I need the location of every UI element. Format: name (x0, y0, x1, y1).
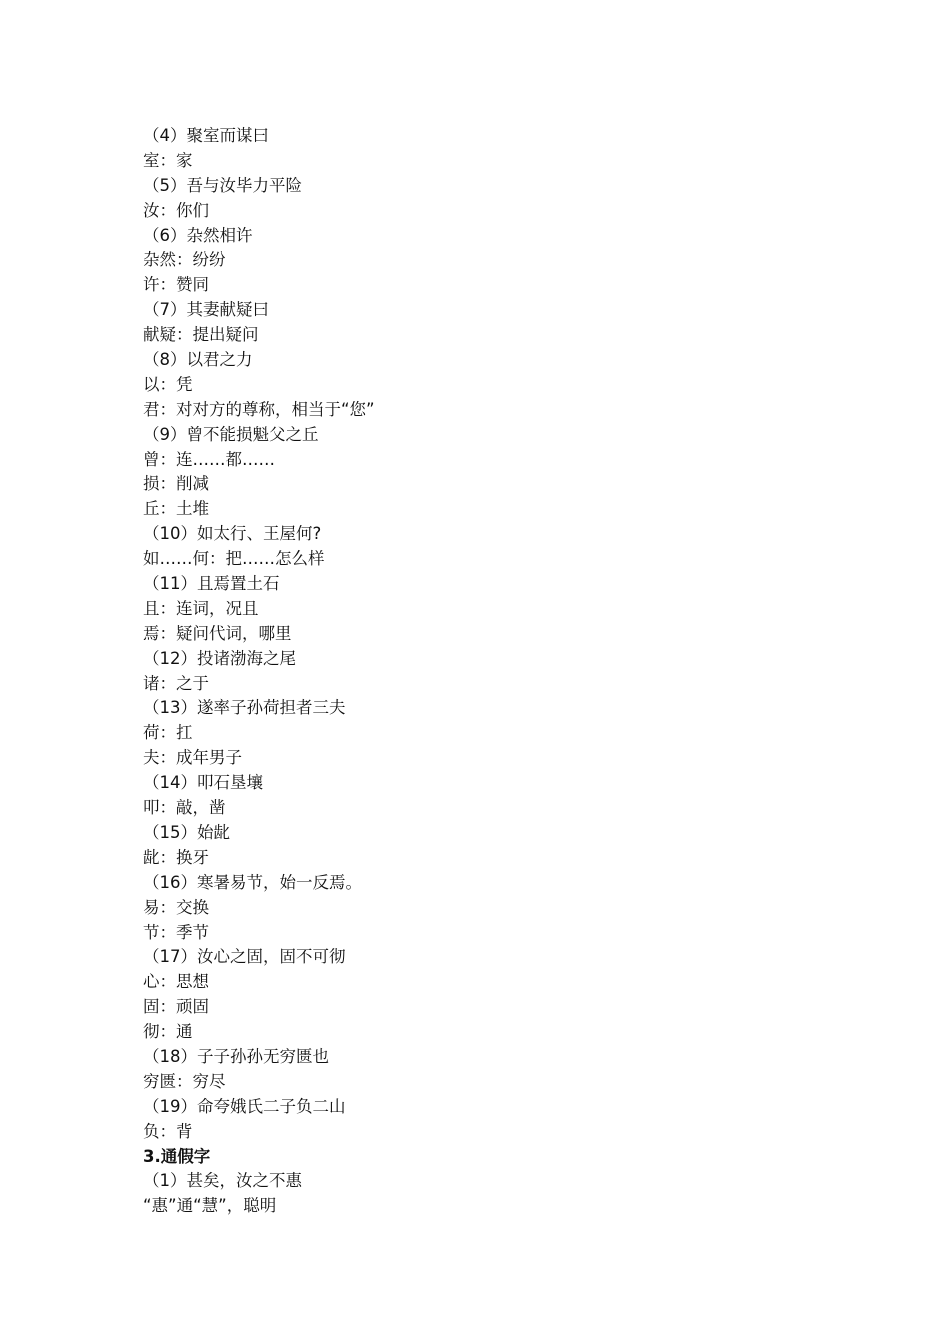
word-gloss: 杂然：纷纷 (143, 250, 226, 270)
word-gloss: 以：凭 (143, 374, 193, 394)
example-sentence: （9）曾不能损魁父之丘 (143, 424, 319, 444)
word-gloss: 丘：土堆 (143, 499, 209, 519)
example-sentence: （13）遂率子孙荷担者三夫 (143, 698, 346, 718)
word-gloss: 献疑：提出疑问 (143, 325, 259, 345)
example-sentence: （1）甚矣，汝之不惠 (143, 1171, 302, 1191)
word-gloss: 穷匮：穷尽 (143, 1071, 226, 1091)
word-gloss: 曾：连……都…… (143, 449, 275, 469)
example-sentence: （18）子子孙孙无穷匮也 (143, 1046, 329, 1066)
section-heading: 3.通假字 (143, 1146, 211, 1166)
example-sentence: （10）如太行、王屋何? (143, 524, 322, 544)
word-gloss: 室：家 (143, 150, 193, 170)
word-gloss: 心：思想 (143, 972, 209, 992)
word-gloss: 焉：疑问代词，哪里 (143, 623, 292, 643)
word-gloss: 夫：成年男子 (143, 748, 242, 768)
word-gloss: 负：背 (143, 1121, 193, 1141)
example-sentence: （8）以君之力 (143, 350, 253, 370)
word-gloss: “惠”通“慧”，聪明 (143, 1196, 277, 1216)
word-gloss: 固：顽固 (143, 997, 209, 1017)
example-sentence: （7）其妻献疑曰 (143, 300, 269, 320)
word-gloss: 如……何：把……怎么样 (143, 549, 325, 569)
word-gloss: 诸：之于 (143, 673, 209, 693)
word-gloss: 许：赞同 (143, 275, 209, 295)
document-body (143, 124, 903, 1219)
example-sentence: （6）杂然相许 (143, 225, 253, 245)
word-gloss: 易：交换 (143, 897, 209, 917)
example-sentence: （14）叩石垦壤 (143, 773, 263, 793)
word-gloss: 荷：扛 (143, 723, 193, 743)
word-gloss: 损：削减 (143, 474, 209, 494)
example-sentence: （5）吾与汝毕力平险 (143, 175, 302, 195)
word-gloss: 君：对对方的尊称，相当于“您” (143, 399, 375, 419)
word-gloss: 汝：你们 (143, 200, 209, 220)
example-sentence: （12）投诸渤海之尾 (143, 648, 296, 668)
example-sentence: （4）聚室而谋曰 (143, 126, 269, 145)
word-gloss: 彻：通 (143, 1022, 193, 1042)
word-gloss: 且：连词，况且 (143, 598, 259, 618)
example-sentence: （17）汝心之固，固不可彻 (143, 947, 346, 967)
example-sentence: （15）始龀 (143, 822, 230, 842)
word-gloss: 叩：敲，凿 (143, 798, 226, 818)
word-gloss: 龀：换牙 (143, 847, 209, 867)
example-sentence: （16）寒暑易节，始一反焉。 (143, 872, 362, 892)
example-sentence: （19）命夸娥氏二子负二山 (143, 1096, 346, 1116)
word-gloss: 节：季节 (143, 922, 209, 942)
example-sentence: （11）且焉置土石 (143, 574, 280, 594)
